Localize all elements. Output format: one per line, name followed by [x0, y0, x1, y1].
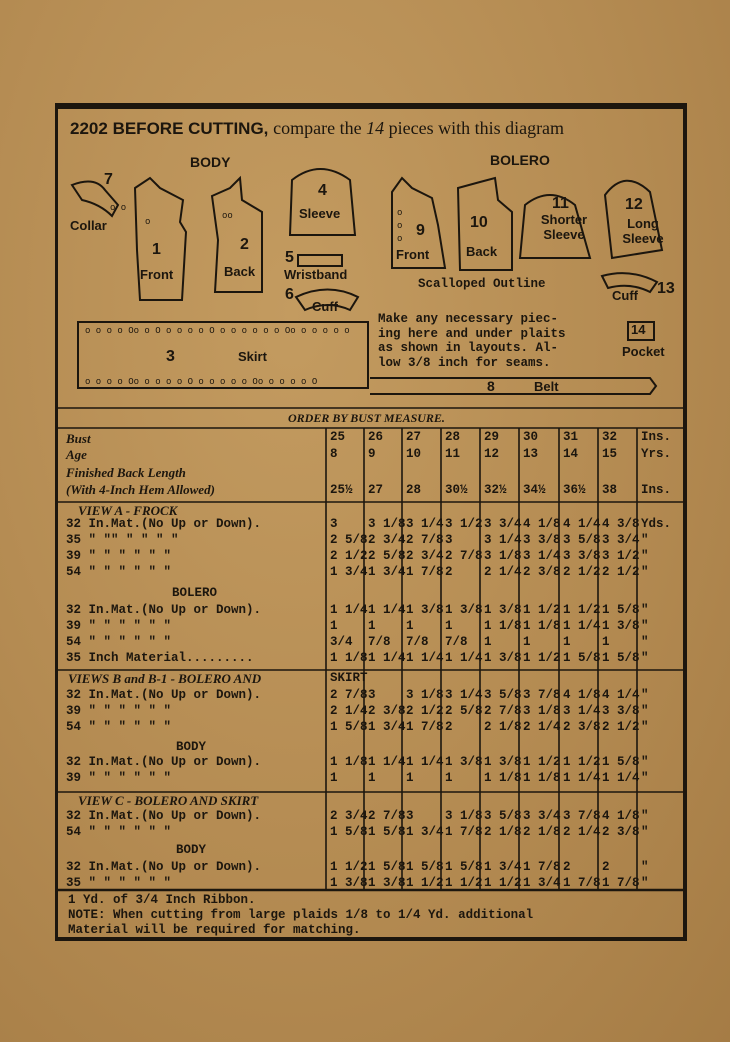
length-label-1: Finished Back Length	[66, 465, 186, 480]
view-a-row-cell: 3 1/2	[445, 517, 483, 531]
length-row-cell: 32½	[484, 483, 507, 497]
view-b-row-unit: "	[641, 720, 649, 734]
matching-note: Material will be required for matching.	[68, 923, 361, 937]
piece-number-4: 4	[318, 182, 327, 199]
view-a-row-cell: 3 3/8	[563, 549, 601, 563]
piece-number-5: 5	[285, 249, 294, 266]
body-c-row-cell: 2	[563, 860, 571, 874]
body-b-row-unit: "	[641, 755, 649, 769]
view-b-row-cell: 2 1/8	[484, 720, 522, 734]
view-a-row-cell: 3 1/4	[523, 549, 561, 563]
bust-label: Bust	[66, 431, 91, 446]
piece-label-bolero-cuff: Cuff	[612, 288, 638, 303]
body-b-row-cell: 1 1/4	[406, 755, 444, 769]
piece-number-14: 14	[631, 322, 646, 337]
view-c-row-cell: 2 3/4	[330, 809, 368, 823]
bolero-row-cell: 1 1/4	[445, 651, 483, 665]
body-c-row-cell: 1 7/8	[602, 876, 640, 890]
view-c-row-cell: 2 7/8	[368, 809, 406, 823]
bolero-row-cell: 1 3/8	[484, 603, 522, 617]
piece-label-collar: Collar	[70, 218, 107, 233]
age-label: Age	[66, 447, 87, 462]
body-c-row-cell: 2	[602, 860, 610, 874]
view-c-row-cell: 2 1/4	[563, 825, 601, 839]
body-c-row-label: 32 In.Mat.(No Up or Down).	[66, 860, 262, 874]
body-c-row-unit: "	[641, 860, 649, 874]
body-c-row-cell: 1 3/4	[484, 860, 522, 874]
bust-row-unit: Ins.	[641, 430, 672, 444]
bolero-row-cell: 1	[406, 619, 414, 633]
age-row-cell: 14	[563, 447, 579, 461]
body-c-heading: BODY	[176, 843, 207, 857]
view-c-row-cell: 2 1/8	[484, 825, 522, 839]
bust-row-cell: 25	[330, 430, 346, 444]
bolero-row-cell: 7/8	[445, 635, 468, 649]
piece-number-13: 13	[657, 280, 675, 297]
view-a-row-cell: 2 5/8	[330, 533, 368, 547]
piece-label-shorter-sleeve: Shorter Sleeve	[540, 212, 588, 242]
body-b-row-label: 32 In.Mat.(No Up or Down).	[66, 755, 262, 769]
footer-notes	[68, 893, 533, 938]
body-b-row-cell: 1 3/8	[445, 755, 483, 769]
view-a-row-cell: 3 3/4	[602, 533, 640, 547]
age-row-unit: Yrs.	[641, 447, 672, 461]
piece-label-long-sleeve: Long Sleeve	[622, 216, 664, 246]
view-a-row-unit: "	[641, 565, 649, 579]
body-c-row-label: 35 " " " " " "	[66, 876, 172, 890]
bolero-row-cell: 1 1/4	[368, 651, 406, 665]
length-row-cell: 25½	[330, 483, 353, 497]
bolero-row-cell: 1 3/8	[484, 651, 522, 665]
piece-label-pocket: Pocket	[622, 344, 665, 359]
body-c-row-cell: 1 1/2	[445, 876, 483, 890]
piece-number-2: 2	[240, 236, 249, 253]
length-row-cell: 30½	[445, 483, 468, 497]
view-c-row-cell: 2 1/8	[523, 825, 561, 839]
view-b-row-cell: 2	[445, 720, 453, 734]
bust-row-cell: 32	[602, 430, 618, 444]
view-a-row-cell: 4 1/4	[563, 517, 601, 531]
view-c-row-cell: 1 5/8	[330, 825, 368, 839]
piece-number-12: 12	[625, 196, 643, 213]
view-a-row-label: 35 " "" " " " "	[66, 533, 179, 547]
bolero-row-cell: 1 1/2	[523, 603, 561, 617]
svg-text:o: o	[397, 208, 403, 218]
view-a-row-cell: 4 3/8	[602, 517, 640, 531]
view-a-row-label: 39 " " " " " "	[66, 549, 172, 563]
view-c-row-cell: 3	[406, 809, 414, 823]
svg-text:o: o	[397, 234, 403, 244]
bolero-row-cell: 3/4	[330, 635, 353, 649]
view-a-row-cell: 2 7/8	[445, 549, 483, 563]
view-a-row-unit: "	[641, 549, 649, 563]
body-b-heading: BODY	[176, 740, 207, 754]
view-c-row-cell: 3 5/8	[484, 809, 522, 823]
bolero-row-cell: 1	[368, 619, 376, 633]
view-b-row-cell: 2 7/8	[484, 704, 522, 718]
bolero-row-label: 35 Inch Material.........	[66, 651, 254, 665]
view-b-row-label: 54 " " " " " "	[66, 720, 172, 734]
view-b-row-cell: 2 1/2	[602, 720, 640, 734]
view-c-row-cell: 3 1/8	[445, 809, 483, 823]
bolero-row-cell: 1 1/8	[523, 619, 561, 633]
bust-row-cell: 27	[406, 430, 422, 444]
view-c-row-cell: 2 3/8	[602, 825, 640, 839]
bolero-row-unit: "	[641, 619, 649, 633]
view-b-row-unit: "	[641, 704, 649, 718]
view-b-row-cell: 2 3/8	[368, 704, 406, 718]
view-b-skirt: SKIRT	[330, 671, 368, 685]
view-b-row-cell: 3 1/4	[445, 688, 483, 702]
view-b-row-cell: 4 1/8	[563, 688, 601, 702]
view-a-row-cell: 3 1/2	[602, 549, 640, 563]
length-row-cell: 34½	[523, 483, 546, 497]
piece-number-7: 7	[104, 171, 113, 188]
body-b-row-cell: 1 1/2	[563, 755, 601, 769]
view-c-row-cell: 3 3/4	[523, 809, 561, 823]
view-a-row-cell: 3 3/4	[484, 517, 522, 531]
piece-number-11: 11	[552, 195, 569, 212]
length-row-cell: 27	[368, 483, 384, 497]
body-c-row-cell: 1 3/4	[523, 876, 561, 890]
diagram-text: pieces with this diagram	[388, 118, 565, 138]
body-heading: BODY	[190, 154, 231, 170]
view-c-row-cell: 1 7/8	[445, 825, 483, 839]
piece-label-bolero-front: Front	[396, 247, 430, 262]
view-a-row-cell: 3 1/8	[484, 549, 522, 563]
body-b-row-cell: 1	[406, 771, 414, 785]
view-a-row-cell: 2 3/4	[406, 549, 444, 563]
view-a-row-cell: 2 5/8	[368, 549, 406, 563]
bust-row-cell: 31	[563, 430, 579, 444]
body-b-row-cell: 1	[368, 771, 376, 785]
view-b-row-cell: 3 7/8	[523, 688, 561, 702]
piece-number-6: 6	[285, 286, 294, 303]
view-c-row-label: 54 " " " " " "	[66, 825, 172, 839]
view-b-row-cell: 2 1/4	[523, 720, 561, 734]
view-b-row-cell: 3 3/8	[602, 704, 640, 718]
view-c-row-cell: 1 5/8	[368, 825, 406, 839]
body-b-row-cell: 1 3/8	[484, 755, 522, 769]
view-a-row-cell: 1 3/4	[368, 565, 406, 579]
svg-text:oo: oo	[222, 211, 233, 221]
length-row-unit: Ins.	[641, 483, 672, 497]
view-a-row-cell: 3 1/4	[484, 533, 522, 547]
svg-text:o: o	[145, 217, 151, 227]
body-b-row-label: 39 " " " " " "	[66, 771, 172, 785]
view-b-row-cell: 3 1/8	[523, 704, 561, 718]
body-c-row-cell: 1 5/8	[445, 860, 483, 874]
svg-text:o: o	[397, 221, 403, 231]
piece-number-1: 1	[152, 241, 161, 258]
bolero-row-cell: 1	[563, 635, 571, 649]
view-a-row-cell: 2 1/2	[330, 549, 368, 563]
view-b-row-cell: 1 5/8	[330, 720, 368, 734]
bust-row-cell: 29	[484, 430, 500, 444]
view-a-row-cell: 3 1/8	[368, 517, 406, 531]
view-c-row-cell: 4 1/8	[602, 809, 640, 823]
body-b-row-cell: 1 1/8	[484, 771, 522, 785]
svg-text:o o o o Oo o o o o O o o o o o: o o o o Oo o o o o O o o o o o Oo o o o o O	[85, 377, 318, 387]
pattern-number: 2202	[70, 119, 108, 138]
piece-number-10: 10	[470, 214, 488, 231]
view-a-row-cell: 1 7/8	[406, 565, 444, 579]
view-c-row-label: 32 In.Mat.(No Up or Down).	[66, 809, 262, 823]
piece-label-back: Back	[224, 264, 256, 279]
view-b-row-label: 39 " " " " " "	[66, 704, 172, 718]
age-row-cell: 12	[484, 447, 500, 461]
view-b-row-cell: 1 7/8	[406, 720, 444, 734]
bolero-row-cell: 1 1/8	[330, 651, 368, 665]
bolero-row-cell: 1 1/4	[406, 651, 444, 665]
view-a-row-unit: "	[641, 533, 649, 547]
bolero-row-cell: 7/8	[406, 635, 429, 649]
body-b-row-cell: 1 1/4	[602, 771, 640, 785]
view-a-row-cell: 3	[330, 517, 338, 531]
bolero-row-label: 54 " " " " " "	[66, 635, 172, 649]
view-a-row-cell: 2 3/4	[368, 533, 406, 547]
bolero-row-cell: 1 5/8	[602, 651, 640, 665]
body-c-row-cell: 1 5/8	[406, 860, 444, 874]
view-b-row-cell: 2 1/2	[406, 704, 444, 718]
bolero-row-unit: "	[641, 651, 649, 665]
view-a-row-cell: 2	[445, 565, 453, 579]
age-row-cell: 15	[602, 447, 618, 461]
age-row-cell: 8	[330, 447, 338, 461]
body-c-row-unit: "	[641, 876, 649, 890]
plaid-note: NOTE: When cutting from large plaids 1/8 to 1/4 Yd. additional	[68, 908, 534, 922]
ribbon-note: 1 Yd. of 3/4 Inch Ribbon.	[68, 893, 256, 907]
body-c-row-cell: 1 1/2	[406, 876, 444, 890]
bolero-row-label: 32 In.Mat.(No Up or Down).	[66, 603, 262, 617]
view-b-row-cell: 3	[368, 688, 376, 702]
bolero-row-cell: 1	[445, 619, 453, 633]
bolero-row-cell: 1 3/8	[445, 603, 483, 617]
body-c-row-cell: 1 1/2	[330, 860, 368, 874]
body-b-row-cell: 1	[330, 771, 338, 785]
svg-text:o o o o Oo o O o o o o O o o o: o o o o Oo o O o o o o O o o o o o o Oo o o o o o	[85, 326, 350, 336]
body-c-row-cell: 1 3/8	[330, 876, 368, 890]
body-c-row-cell: 1 1/2	[484, 876, 522, 890]
bolero-row-cell: 1 3/8	[602, 619, 640, 633]
view-a-row-cell: 1 3/4	[330, 565, 368, 579]
view-a-row-cell: 3	[445, 533, 453, 547]
bolero-row-cell: 1 1/2	[523, 651, 561, 665]
view-b-row-cell: 4 1/4	[602, 688, 640, 702]
bolero-row-cell: 1	[330, 619, 338, 633]
view-a-row-cell: 3 3/8	[523, 533, 561, 547]
body-b-row-cell: 1 1/8	[330, 755, 368, 769]
bolero-row-cell: 1 3/8	[406, 603, 444, 617]
view-b-row-cell: 2 3/8	[563, 720, 601, 734]
view-b-row-cell: 2 5/8	[445, 704, 483, 718]
body-b-row-cell: 1 1/4	[563, 771, 601, 785]
view-b-row-cell: 2 1/4	[330, 704, 368, 718]
view-c-row-unit: "	[641, 825, 649, 839]
piece-count: 14	[366, 118, 385, 138]
length-row-cell: 36½	[563, 483, 586, 497]
view-b-row-label: 32 In.Mat.(No Up or Down).	[66, 688, 262, 702]
view-c-row-cell: 3 7/8	[563, 809, 601, 823]
compare-text: compare the	[273, 118, 362, 138]
piece-number-8: 8	[487, 378, 495, 394]
bolero-row-cell: 1 1/4	[368, 603, 406, 617]
body-c-row-cell: 1 7/8	[523, 860, 561, 874]
bust-row-cell: 30	[523, 430, 539, 444]
view-a-row-cell: 2 1/4	[484, 565, 522, 579]
piece-label-sleeve: Sleeve	[299, 206, 341, 221]
bust-row-cell: 28	[445, 430, 461, 444]
body-b-row-cell: 1	[445, 771, 453, 785]
view-c-heading: VIEW C - BOLERO AND SKIRT	[78, 793, 259, 808]
view-a-row-cell: 2 1/2	[563, 565, 601, 579]
svg-text:o o: o o	[110, 203, 127, 213]
view-b-row-cell: 3 5/8	[484, 688, 522, 702]
bolero-row-cell: 1 1/8	[484, 619, 522, 633]
piece-label-wristband: Wristband	[284, 267, 348, 282]
view-a-row-cell: 2 3/8	[523, 565, 561, 579]
view-b-row-unit: "	[641, 688, 649, 702]
bolero-row-unit: "	[641, 635, 649, 649]
view-a-row-cell: 2 7/8	[406, 533, 444, 547]
bolero-row-cell: 1 1/4	[330, 603, 368, 617]
body-c-row-cell: 1 3/8	[368, 876, 406, 890]
body-c-row-cell: 1 7/8	[563, 876, 601, 890]
view-c-row-cell: 1 3/4	[406, 825, 444, 839]
length-row-cell: 38	[602, 483, 618, 497]
length-label-2: (With 4-Inch Hem Allowed)	[66, 482, 215, 497]
piece-label-cuff: Cuff	[312, 299, 338, 314]
view-b-row-cell: 2 7/8	[330, 688, 368, 702]
view-a-row-unit: Yds.	[641, 517, 672, 531]
bolero-heading-row: BOLERO	[172, 586, 218, 600]
piece-label-front: Front	[140, 267, 174, 282]
view-a-row-label: 54 " " " " " "	[66, 565, 172, 579]
body-b-row-cell: 1 1/4	[368, 755, 406, 769]
view-a-row-cell: 3 1/4	[406, 517, 444, 531]
bolero-row-cell: 1 1/4	[563, 619, 601, 633]
piecing-note: Make any necessary piec- ing here and under plaits as shown in layouts. Al- low 3/8 inch for seams.	[378, 312, 566, 370]
view-a-row-cell: 4 1/8	[523, 517, 561, 531]
length-row-cell: 28	[406, 483, 422, 497]
view-b-heading: VIEWS B and B-1 - BOLERO AND	[68, 671, 262, 686]
view-b-row-cell: 3 1/4	[563, 704, 601, 718]
piece-label-belt: Belt	[534, 379, 559, 394]
piece-label-bolero-back: Back	[466, 244, 498, 259]
bust-row-cell: 26	[368, 430, 384, 444]
body-b-row-cell: 1 5/8	[602, 755, 640, 769]
bolero-row-cell: 7/8	[368, 635, 391, 649]
bolero-heading: BOLERO	[490, 152, 550, 168]
age-row-cell: 11	[445, 447, 461, 461]
body-b-row-cell: 1 1/2	[523, 755, 561, 769]
body-b-row-cell: 1 1/8	[523, 771, 561, 785]
piece-number-9: 9	[416, 222, 425, 239]
view-b-row-cell: 3 1/8	[406, 688, 444, 702]
piece-number-3: 3	[166, 348, 175, 365]
age-row-cell: 9	[368, 447, 376, 461]
bolero-row-cell: 1	[484, 635, 492, 649]
view-a-heading: VIEW A - FROCK	[78, 503, 178, 518]
bolero-row-cell: 1 5/8	[602, 603, 640, 617]
age-row-cell: 13	[523, 447, 539, 461]
view-c-row-unit: "	[641, 809, 649, 823]
bolero-row-label: 39 " " " " " "	[66, 619, 172, 633]
piece-label-skirt: Skirt	[238, 349, 267, 364]
view-a-row-label: 32 In.Mat.(No Up or Down).	[66, 517, 262, 531]
bolero-row-cell: 1 5/8	[563, 651, 601, 665]
bolero-row-cell: 1	[602, 635, 610, 649]
before-cutting: BEFORE CUTTING,	[112, 119, 269, 138]
view-a-row-cell: 2 1/2	[602, 565, 640, 579]
table-heading: ORDER BY BUST MEASURE.	[288, 411, 445, 425]
age-row-cell: 10	[406, 447, 422, 461]
bolero-row-cell: 1 1/2	[563, 603, 601, 617]
scalloped-outline-note: Scalloped Outline	[418, 277, 546, 291]
body-b-row-unit: "	[641, 771, 649, 785]
view-a-row-cell: 3 5/8	[563, 533, 601, 547]
bolero-row-unit: "	[641, 603, 649, 617]
body-c-row-cell: 1 5/8	[368, 860, 406, 874]
view-b-row-cell: 1 3/4	[368, 720, 406, 734]
bolero-row-cell: 1	[523, 635, 531, 649]
